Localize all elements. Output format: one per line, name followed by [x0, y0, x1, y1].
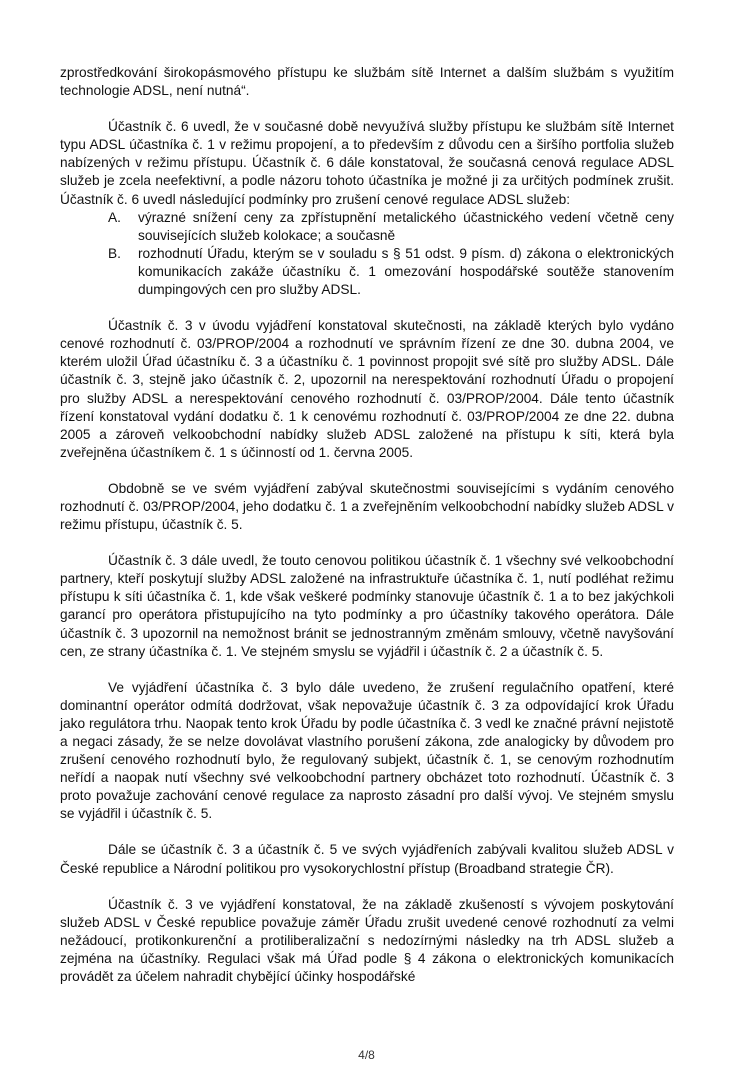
list-marker: A. — [108, 209, 121, 225]
list-marker: B. — [108, 245, 121, 261]
paragraph: zprostředkování širokopásmového přístupu ke službám sítě Internet a dalším službám s využitím technologie ADSL, není nutná“. — [60, 65, 674, 99]
conditions-list — [60, 209, 674, 299]
paragraph: Účastník č. 3 ve vyjádření konstatoval, že na základě zkušeností s vývojem poskytování služeb ADSL v České republice považuje záměr Úřadu zrušit uvedené cenové rozhodnutí za velmi nežádoucí, protikonkurenční a protiliberalizační s nedozírnými následky na trh ADSL služeb a zejména na účastníky. Regulaci však má Úřad podle § 4 zákona o elektronických komunikacích provádět za účelem nahradit chybějící účinky hospodářské — [60, 896, 674, 985]
page-number: 4/8 — [358, 1048, 375, 1062]
paragraph: Obdobně se ve svém vyjádření zabýval skutečnostmi souvisejícími s vydáním cenového rozhodnutí č. 03/PROP/2004, jeho dodatku č. 1 a zveřejněním velkoobchodní nabídky služeb ADSL v režimu přístupu, účastník č. 5. — [60, 480, 674, 533]
paragraph: Účastník č. 3 dále uvedl, že touto cenovou politikou účastník č. 1 všechny své velkoobchodní partnery, kteří poskytují služby ADSL založené na infrastruktuře účastníka č. 1, nutí podléhat režimu přístupu k síti účastníka č. 1, kde však veškeré podmínky stanovuje účastník č. 1 a to bez jakýchkoli garancí pro operátora přistupujícího na tyto podmínky a pro účastníky takového operátora. Dále účastník č. 3 upozornil na nemožnost bránit se jednostranným změnám smlouvy, včetně navyšování cen, ze strany účastníka č. 1. Ve stejném smyslu se vyjádřil i účastník č. 2 a účastník č. 5. — [60, 553, 674, 659]
list-item — [60, 245, 674, 299]
list-item-text: výrazné snížení ceny za zpřístupnění metalického účastnického vedení včetně ceny souvisejících služeb kolokace; a současně — [138, 209, 674, 243]
paragraph: Účastník č. 3 v úvodu vyjádření konstatoval skutečnosti, na základě kterých bylo vydáno cenové rozhodnutí č. 03/PROP/2004 a rozhodnutí ve správním řízení ze dne 30. dubna 2004, ve kterém uložil Úřad účastníku č. 3 a účastníku č. 1 povinnost propojit své sítě pro služby ADSL. Dále účastník č. 3, stejně jako účastník č. 2, upozornil na nerespektování rozhodnutí Úřadu o propojení pro služby ADSL a nerespektování cenového rozhodnutí č. 03/PROP/2004. Dále tento účastník řízení konstatoval vydání dodatku č. 1 k cenovému rozhodnutí č. 03/PROP/2004 ze dne 22. dubna 2005 a zároveň velkoobchodní nabídky služeb ADSL založené na přístupu k síti, která byla zveřejněna účastníkem č. 1 s účinností od 1. června 2005. — [60, 318, 674, 460]
paragraph: Dále se účastník č. 3 a účastník č. 5 ve svých vyjádřeních zabývali kvalitou služeb ADSL v České republice a Národní politikou pro vysokorychlostní přístup (Broadband strategie ČR). — [60, 842, 674, 876]
list-item — [60, 209, 674, 245]
document-body — [60, 64, 674, 986]
paragraph: Účastník č. 6 uvedl, že v současné době nevyužívá služby přístupu ke službám sítě Internet typu ADSL účastníka č. 1 v režimu propojení, a to především z důvodu cen a širšího portfolia služeb nabízených v režimu přístupu. Účastník č. 6 dále konstatoval, že současná cenová regulace ADSL služeb je zcela neefektivní, a podle názoru tohoto účastníka je možné ji za určitých podmínek zrušit. Účastník č. 6 uvedl následující podmínky pro zrušení cenové regulace ADSL služeb: — [60, 119, 674, 207]
list-item-text: rozhodnutí Úřadu, kterým se v souladu s § 51 odst. 9 písm. d) zákona o elektronických komunikacích zakáže účastníku č. 1 omezování hospodářské soutěže stanovením dumpingových cen pro služby ADSL. — [138, 245, 674, 298]
paragraph: Ve vyjádření účastníka č. 3 bylo dále uvedeno, že zrušení regulačního opatření, které dominantní operátor odmítá dodržovat, však nepovažuje účastník č. 3 za odpovídající krok Úřadu jako regulátora trhu. Naopak tento krok Úřadu by podle účastníka č. 3 vedl ke značné právní nejistotě a negaci zásady, že se nelze dovolávat vlastního porušení zákona, zde analogicky by důvodem pro zrušení cenového rozhodnutí bylo, že regulovaný subjekt, účastník č. 1, se cenovým rozhodnutím neřídí a naopak nutí všechny své velkoobchodní partnery obcházet toto rozhodnutí. Účastník č. 3 proto považuje zachování cenové regulace za naprosto zásadní pro další vývoj. Ve stejném smyslu se vyjádřil i účastník č. 5. — [60, 679, 674, 822]
